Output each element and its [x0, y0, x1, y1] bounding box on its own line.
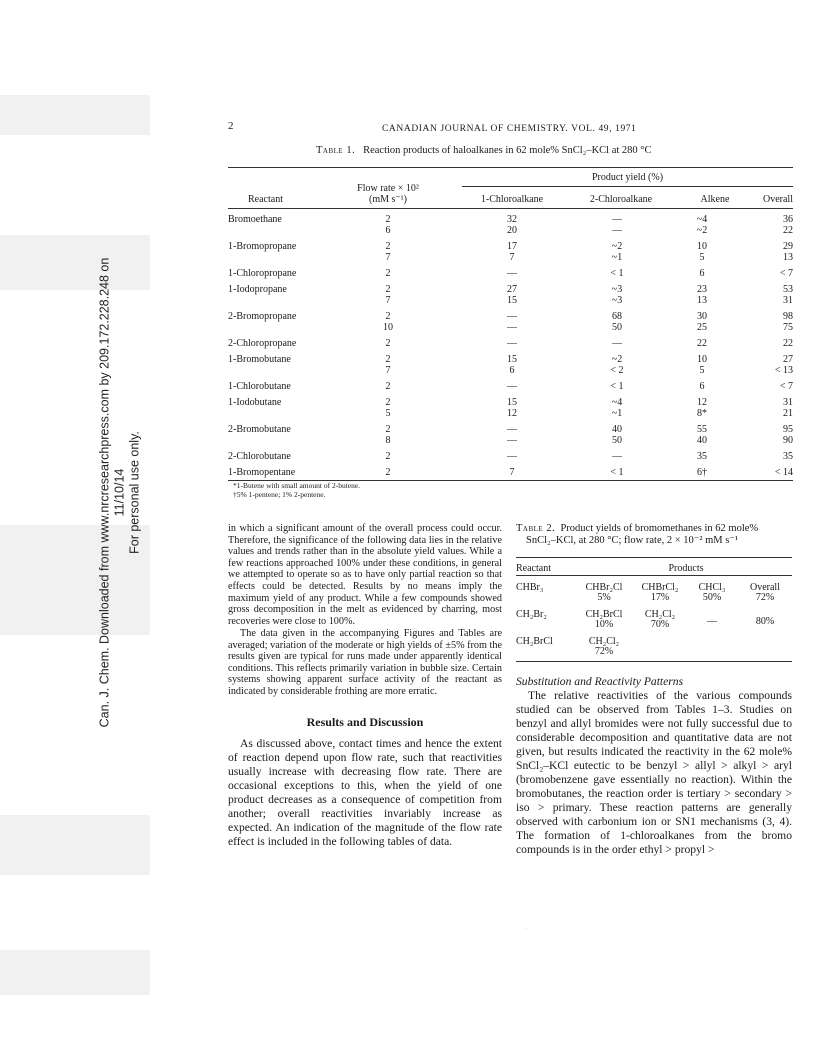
table1-row	[228, 333, 793, 349]
table2-label: Table 2.	[516, 523, 556, 534]
table1-row	[228, 236, 793, 252]
cell-flow: 7	[385, 295, 391, 306]
t2-r2-p1: CH₂BrCl 10%	[585, 609, 623, 630]
cell-chloro2: ~2	[611, 354, 623, 365]
cell-chloro2: 68	[612, 311, 622, 322]
cell-alkene: 55	[697, 424, 707, 435]
cell-reactant: 1-Chloropropane	[228, 268, 297, 279]
cell-chloro2: ~1	[611, 252, 623, 263]
cell-reactant: 1-Iodobutane	[228, 397, 282, 408]
cell-reactant	[228, 365, 343, 376]
cell-reactant: Bromoethane	[228, 214, 282, 225]
cell-flow: 5	[385, 408, 391, 419]
table1-row	[228, 408, 793, 419]
cell-chloro1: —	[507, 381, 517, 392]
cell-reactant	[228, 408, 343, 419]
cell-chloro1: 7	[509, 252, 515, 263]
table1-top-rule	[228, 167, 793, 168]
cell-chloro2: < 2	[610, 365, 624, 376]
cell-alkene: ~4	[696, 214, 708, 225]
left-paragraph-1: in which a significant amount of the overall process could occur. Therefore, the significance of the following data lies in the relative values and trends rather than in the absolute yield values. While a few reactions approached 100% under these conditions, in general we attempted to operate so as to have only partial reaction so that effects could be detected. Results by no means imply the maximum yield of any product. While a few compounds showed gross decomposition in the melt as evidenced by charring, most recoveries were close to 100%.	[228, 523, 502, 627]
table2-products-header: Products	[668, 563, 704, 574]
cell-chloro1: —	[507, 435, 517, 446]
table1-chloro2-header: 2-Chloroalkane	[589, 194, 653, 205]
cell-alkene: 6	[699, 268, 705, 279]
cell-chloro1: —	[507, 451, 517, 462]
cell-chloro2: —	[612, 451, 622, 462]
table2-caption-line1: Product yields of bromomethanes in 62 mole%	[560, 523, 759, 534]
cell-overall: < 13	[774, 365, 793, 376]
cell-reactant: 2-Chloropropane	[228, 338, 297, 349]
cell-chloro2: < 1	[610, 381, 624, 392]
cell-overall: 75	[783, 322, 793, 333]
cell-flow: 2	[385, 311, 391, 322]
t2-row1-reactant: CHBr₃	[516, 582, 544, 593]
cell-reactant	[228, 295, 343, 306]
t2-r2-overall: 80%	[755, 616, 775, 627]
cell-overall: 35	[783, 451, 793, 462]
cell-chloro2: ~3	[611, 284, 623, 295]
table1-reactant-header: Reactant	[248, 194, 283, 205]
cell-reactant	[228, 252, 343, 263]
right-paragraph-1: The relative reactivities of the various compounds studied can be observed from Tables 1–3. Studies on benzyl and allyl bromides were not fully successful due to considerable decomposition and quantitative data are not given, but results indicated the reactivity in the 62 mole% SnCl₂–KCl eutectic to be benzyl > allyl > alkyl > aryl (bromobenzene gave essentially no reaction). Within the bromobutanes, the reaction order is tertiary > secondary > iso > primary. These reaction patterns are generally observed with carbonium ion or SN1 mechanisms (3, 4). The formation of 1-chloroalkanes from the bromo compounds is in the order ethyl > propyl >	[516, 689, 792, 856]
cell-chloro2: 40	[612, 424, 622, 435]
table1-row	[228, 252, 793, 263]
cell-chloro1: —	[507, 322, 517, 333]
cell-alkene: 12	[697, 397, 707, 408]
table1-alkene-header: Alkene	[700, 194, 730, 205]
t2-row3-reactant: CH₂BrCl	[516, 636, 553, 647]
cell-chloro2: ~4	[611, 397, 623, 408]
footnote-2: †5% 1-pentene; 1% 2-pentene.	[233, 490, 326, 499]
table1-body	[228, 214, 793, 478]
table1-chloro1-header: 1-Chloroalkane	[480, 194, 544, 205]
scan-artifact	[0, 815, 150, 875]
table1-caption-text: Reaction products of haloalkanes in 62 mole% SnCl₂–KCl at 280 °C	[363, 145, 652, 156]
cell-chloro2: —	[612, 225, 622, 236]
cell-flow: 2	[385, 241, 391, 252]
table1-row	[228, 306, 793, 322]
cell-flow: 6	[385, 225, 391, 236]
table1-row	[228, 322, 793, 333]
cell-reactant: 2-Bromopropane	[228, 311, 297, 322]
table2-reactant-header: Reactant	[516, 563, 551, 574]
cell-flow: 8	[385, 435, 391, 446]
table1-row	[228, 376, 793, 392]
download-notice	[98, 233, 143, 753]
cell-reactant: 1-Iodopropane	[228, 284, 287, 295]
cell-overall: 21	[783, 408, 793, 419]
t2-r2-p2: CH₂Cl₂ 70%	[644, 609, 676, 630]
cell-overall: 36	[783, 214, 793, 225]
cell-flow: 2	[385, 451, 391, 462]
cell-chloro1: 12	[507, 408, 517, 419]
t2-r1-p3: CHCl₃ 50%	[698, 582, 726, 603]
cell-chloro1: 32	[507, 214, 517, 225]
cell-alkene: 25	[697, 322, 707, 333]
cell-chloro2: ~2	[611, 241, 623, 252]
t2-r3-p1: CH₂Cl₂ 72%	[588, 636, 620, 657]
left-paragraph-2: The data given in the accompanying Figures and Tables are averaged; variation of the moderate or high yields of ±5% from the results given are typical for runs made under apparently identical conditions. This reflects primarily variation in bubble size. Certain systems showing apparent surface activity of the reactant as indicated by considerable frothing are more erratic.	[228, 628, 502, 697]
cell-alkene: 23	[697, 284, 707, 295]
cell-flow: 7	[385, 252, 391, 263]
cell-reactant	[228, 225, 343, 236]
table1-row	[228, 446, 793, 462]
table1-row	[228, 435, 793, 446]
cell-chloro2: < 1	[610, 268, 624, 279]
cell-flow: 7	[385, 365, 391, 376]
table1-row	[228, 349, 793, 365]
cell-overall: 53	[783, 284, 793, 295]
cell-overall: 22	[783, 338, 793, 349]
running-head: CANADIAN JOURNAL OF CHEMISTRY. VOL. 49, 1971	[382, 124, 637, 134]
cell-alkene: 5	[699, 252, 705, 263]
flow-header-line2: (mM s⁻¹)	[369, 194, 407, 205]
table1-group-rule	[462, 186, 793, 187]
personal-use-line: For personal use only.	[127, 431, 142, 554]
scan-artifact	[0, 950, 150, 995]
download-notice-line: Can. J. Chem. Downloaded from www.nrcresearchpress.com by 209.172.228.248 on 11/10/14	[97, 257, 127, 728]
cell-flow: 10	[383, 322, 393, 333]
table1-row	[228, 419, 793, 435]
cell-alkene: ~2	[696, 225, 708, 236]
cell-overall: 31	[783, 397, 793, 408]
cell-reactant	[228, 435, 343, 446]
cell-reactant: 1-Bromobutane	[228, 354, 291, 365]
cell-alkene: 30	[697, 311, 707, 322]
cell-chloro2: ~3	[611, 295, 623, 306]
cell-chloro1: 7	[509, 467, 515, 478]
table1-overall-header: Overall	[763, 194, 793, 205]
table1-row	[228, 462, 793, 478]
cell-chloro1: —	[507, 424, 517, 435]
cell-chloro1: —	[507, 311, 517, 322]
cell-chloro1: 6	[509, 365, 515, 376]
table1-label: Table 1.	[316, 145, 356, 156]
footnote-1: *1-Butene with small amount of 2-butene.	[233, 481, 361, 490]
table1-row	[228, 392, 793, 408]
cell-reactant	[228, 322, 343, 333]
table2-top-rule	[516, 557, 792, 558]
table2-header-rule	[516, 575, 792, 576]
table1-row	[228, 279, 793, 295]
left-paragraph-3: As discussed above, contact times and hence the extent of reaction depend upon flow rate, such that reactivities usually increase with decreasing flow rate. There are occasional exceptions to this, when the yield of one product decreases as a consequence of competition from another; overall reactivities invariably increase as expected. An indication of the magnitude of the flow rate effect is included in the following tables of data.	[228, 737, 502, 848]
cell-overall: 13	[783, 252, 793, 263]
subsection-heading: Substitution and Reactivity Patterns	[516, 675, 684, 688]
cell-overall: 90	[783, 435, 793, 446]
table1-group-header: Product yield (%)	[591, 172, 664, 183]
flow-header-line1: Flow rate × 10²	[357, 183, 419, 194]
table1-row	[228, 263, 793, 279]
cell-alkene: 40	[697, 435, 707, 446]
cell-alkene: 8*	[697, 408, 707, 419]
cell-reactant: 2-Bromobutane	[228, 424, 291, 435]
table2-caption	[516, 523, 796, 546]
table1-header-rule	[228, 208, 793, 209]
cell-flow: 2	[385, 467, 391, 478]
cell-chloro1: —	[507, 338, 517, 349]
cell-overall: 98	[783, 311, 793, 322]
table1-row	[228, 214, 793, 225]
table2-caption-line2: SnCl₂–KCl, at 280 °C; flow rate, 2 × 10⁻² mM s⁻¹	[526, 534, 738, 546]
t2-r1-p2: CHBrCl₂ 17%	[641, 582, 679, 603]
stray-mark: ·	[525, 926, 527, 932]
cell-chloro2: 50	[612, 435, 622, 446]
cell-reactant: 1-Bromopentane	[228, 467, 296, 478]
section-heading: Results and Discussion	[306, 715, 424, 729]
t2-r1-p4: Overall 72%	[750, 582, 780, 603]
cell-reactant: 1-Bromopropane	[228, 241, 297, 252]
cell-chloro2: —	[612, 338, 622, 349]
cell-flow: 2	[385, 284, 391, 295]
cell-chloro1: 27	[507, 284, 517, 295]
table1-flow-header	[343, 183, 433, 205]
cell-alkene: 10	[697, 354, 707, 365]
cell-chloro1: 17	[507, 241, 517, 252]
table1-row	[228, 225, 793, 236]
cell-overall: 95	[783, 424, 793, 435]
cell-flow: 2	[385, 424, 391, 435]
cell-alkene: 6†	[697, 467, 707, 478]
cell-alkene: 35	[697, 451, 707, 462]
cell-overall: 31	[783, 295, 793, 306]
cell-flow: 2	[385, 268, 391, 279]
cell-flow: 2	[385, 338, 391, 349]
cell-chloro2: —	[612, 214, 622, 225]
scan-artifact	[0, 95, 150, 135]
table1-row	[228, 365, 793, 376]
cell-chloro2: < 1	[610, 467, 624, 478]
cell-alkene: 5	[699, 365, 705, 376]
cell-flow: 2	[385, 381, 391, 392]
page-number: 2	[228, 120, 234, 132]
cell-chloro1: —	[507, 268, 517, 279]
t2-r2-p3: —	[707, 616, 717, 627]
cell-flow: 2	[385, 354, 391, 365]
table1-footnotes	[233, 481, 360, 499]
cell-chloro1: 15	[507, 397, 517, 408]
cell-chloro1: 15	[507, 295, 517, 306]
cell-overall: < 7	[779, 268, 793, 279]
table1-row	[228, 295, 793, 306]
cell-overall: < 14	[774, 467, 793, 478]
table1-caption	[316, 145, 651, 156]
cell-chloro1: 15	[507, 354, 517, 365]
cell-flow: 2	[385, 397, 391, 408]
cell-flow: 2	[385, 214, 391, 225]
cell-chloro1: 20	[507, 225, 517, 236]
cell-reactant: 2-Chlorobutane	[228, 451, 291, 462]
t2-row2-reactant: CH₂Br₂	[516, 609, 547, 620]
t2-r1-p1: CHBr₂Cl 5%	[585, 582, 623, 603]
cell-alkene: 10	[697, 241, 707, 252]
cell-alkene: 6	[699, 381, 705, 392]
cell-alkene: 13	[697, 295, 707, 306]
cell-overall: 29	[783, 241, 793, 252]
cell-overall: < 7	[779, 381, 793, 392]
cell-alkene: 22	[697, 338, 707, 349]
cell-reactant: 1-Chlorobutane	[228, 381, 291, 392]
table2-bottom-rule	[516, 661, 792, 662]
cell-overall: 27	[783, 354, 793, 365]
cell-overall: 22	[783, 225, 793, 236]
cell-chloro2: ~1	[611, 408, 623, 419]
cell-chloro2: 50	[612, 322, 622, 333]
